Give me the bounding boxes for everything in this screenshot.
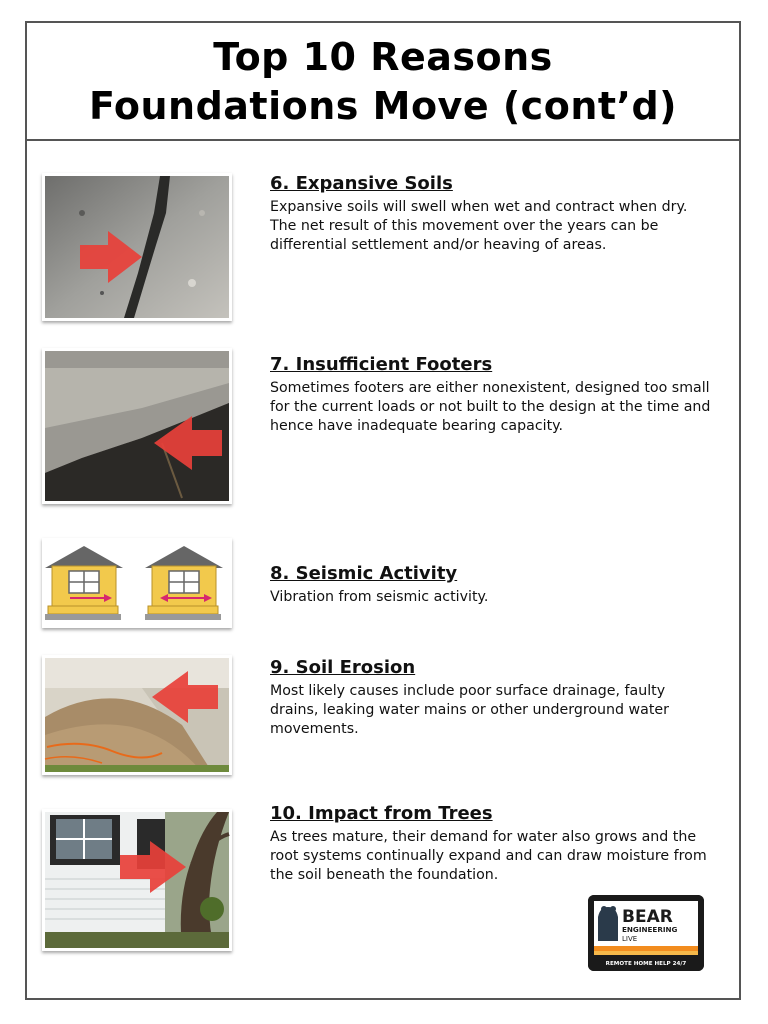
item-body: Vibration from seismic activity. [270, 589, 489, 605]
title-line-2: Foundations Move (cont’d) [88, 84, 678, 128]
title-box [27, 23, 739, 141]
logo-tagline: REMOTE HOME HELP 24/7 [605, 961, 687, 967]
logo-line-2: ENGINEERING [622, 925, 678, 934]
logo-line-3: LIVE [622, 935, 638, 943]
expansive-soil-photo [42, 173, 232, 321]
bear-icon [598, 907, 618, 941]
item-heading: 6. Expansive Soils [270, 173, 453, 194]
item-body: As trees mature, their demand for water also grows and the root systems continually expand and can draw moisture from the soil beneath the foundation. [270, 829, 707, 883]
soil-erosion-photo [42, 655, 232, 775]
bear-engineering-logo [588, 895, 704, 971]
seismic-illustration [42, 538, 232, 628]
tree-impact-photo [42, 809, 232, 951]
item-heading: 9. Soil Erosion [270, 657, 416, 678]
item-body: Sometimes footers are either nonexistent, designed too small for the current loads or not built to the design at the time and hence have inadequate bearing capacity. [270, 380, 711, 434]
item-body: Expansive soils will swell when wet and contract when dry. The net result of this movement over the years can be differential settlement and/or heaving of areas. [270, 199, 688, 253]
title-line-1: Top 10 Reasons [213, 35, 553, 79]
page-frame [25, 21, 741, 1000]
item-heading: 8. Seismic Activity [270, 563, 458, 584]
item-heading: 7. Insufficient Footers [270, 354, 493, 375]
item-body: Most likely causes include poor surface drainage, faulty drains, leaking water mains or other underground water movements. [270, 683, 669, 737]
page-title [27, 23, 739, 131]
item-heading: 10. Impact from Trees [270, 803, 493, 824]
logo-line-1: BEAR [622, 907, 673, 927]
footer-photo [42, 348, 232, 504]
